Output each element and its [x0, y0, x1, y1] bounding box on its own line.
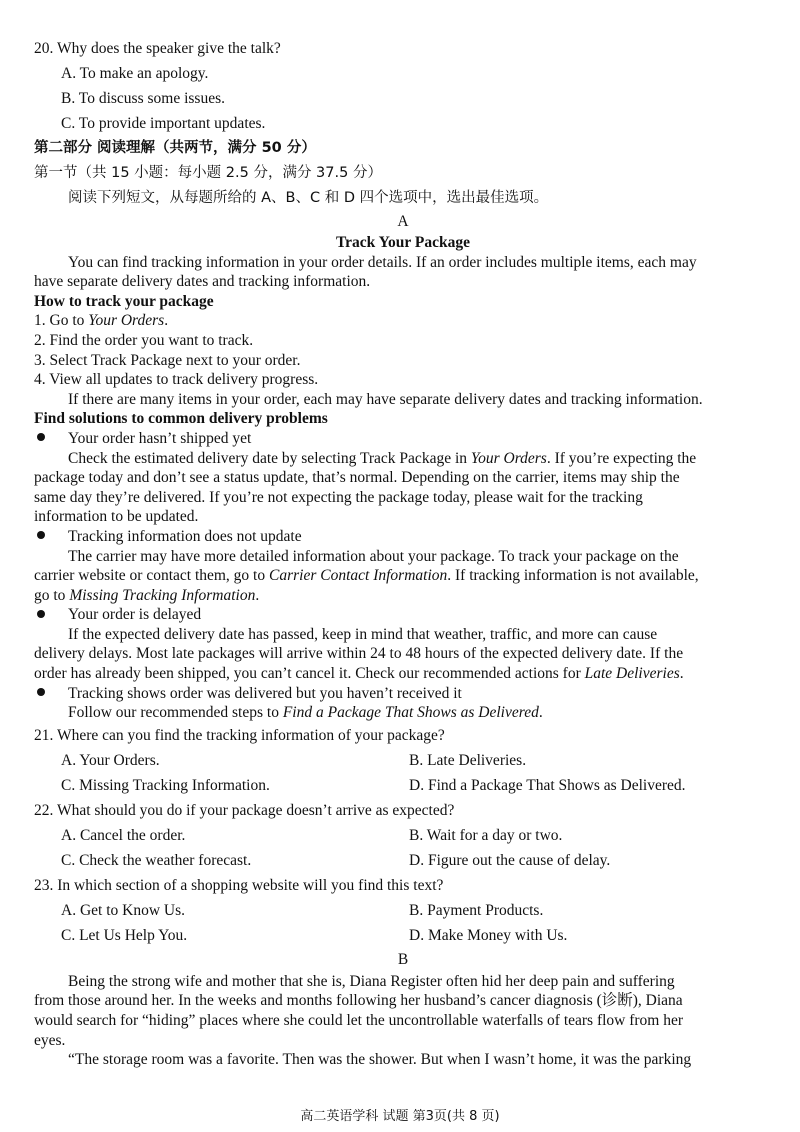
option: A. Your Orders. [61, 751, 160, 769]
passage-b [34, 948, 772, 1070]
question-text: 20. Why does the speaker give the talk? [34, 40, 281, 57]
question-text: 21. Where can you find the tracking information of your package? [34, 726, 445, 744]
text-line: Being the strong wife and mother that she is, Diana Register often hid her deep pain and suffering [68, 972, 675, 990]
bullet-paragraph [34, 449, 772, 527]
text-line: have separate delivery dates and tracking information. [34, 273, 371, 291]
passage-a [34, 211, 772, 723]
intro-paragraph [34, 253, 772, 292]
bullet-icon [34, 527, 68, 547]
page-footer: 高二英语学科 试题 第3页(共 8 页) [300, 1109, 500, 1124]
text-line: go to Missing Tracking Information. [34, 586, 260, 604]
option: C. Missing Tracking Information. [61, 776, 270, 794]
question-text: 23. In which section of a shopping website will you find this text? [34, 876, 444, 894]
option: C. Let Us Help You. [61, 926, 188, 944]
paragraph [34, 972, 772, 1050]
bullet-paragraph [34, 625, 772, 684]
question-22 [34, 798, 772, 873]
option: B. Payment Products. [409, 901, 544, 919]
solutions-heading: Find solutions to common delivery problems [34, 410, 328, 428]
bullet-item: Your order is delayed [34, 605, 772, 625]
option: A. Get to Know Us. [61, 901, 185, 919]
option: A. Cancel the order. [61, 826, 186, 844]
step-item: 3. Select Track Package next to your order. [34, 351, 301, 369]
option: D. Find a Package That Shows as Delivered. [409, 776, 686, 794]
option: B. Wait for a day or two. [409, 826, 563, 844]
text-line: eyes. [34, 1031, 66, 1049]
passage-letter: A [397, 213, 409, 230]
exam-page [34, 36, 772, 1070]
option: C. Check the weather forecast. [61, 851, 252, 869]
bullet-paragraph [34, 703, 772, 723]
option: D. Figure out the cause of delay. [409, 851, 611, 869]
text-line: delivery delays. Most late packages will arrive within 24 to 48 hours of the expected delivery date. If the [34, 645, 684, 663]
option: A. To make an apology. [61, 65, 209, 82]
bullet-item: Tracking information does not update [34, 527, 772, 547]
section-heading: 第一节（共 15 小题：每小题 2.5 分，满分 37.5 分） [34, 165, 382, 181]
option: D. Make Money with Us. [409, 926, 568, 944]
question-23 [34, 873, 772, 948]
text-line: The carrier may have more detailed information about your package. To track your package on the [68, 547, 679, 565]
step-item: 4. View all updates to track delivery progress. [34, 371, 319, 389]
passage-letter: B [397, 950, 409, 968]
bullet-paragraph [34, 547, 772, 606]
text-line: If the expected delivery date has passed, keep in mind that weather, traffic, and more can cause [68, 625, 658, 643]
bullet-item: Tracking shows order was delivered but you haven’t received it [34, 684, 772, 704]
bullet-item: Your order hasn’t shipped yet [34, 429, 772, 449]
text-line: carrier website or contact them, go to Carrier Contact Information. If tracking information is not available, [34, 567, 699, 585]
option: C. To provide important updates. [61, 115, 266, 132]
part-heading: 第二部分 阅读理解（共两节，满分 50 分） [34, 140, 316, 156]
step-item: 1. Go to Your Orders. [34, 312, 169, 330]
passage-title: Track Your Package [335, 234, 471, 251]
text-line: would search for “hiding” places where she could let the uncontrollable waterfalls of tears flow from her [34, 1012, 684, 1030]
text-line: information to be updated. [34, 508, 199, 526]
paragraph [34, 1050, 772, 1070]
text-line: order has already been shipped, you can’t cancel it. Check our recommended actions for Late Deliveries. [34, 665, 684, 683]
text-line: from those around her. In the weeks and months following her husband’s cancer diagnosis (诊断), Diana [34, 992, 683, 1010]
step-item: 2. Find the order you want to track. [34, 331, 254, 349]
option: B. To discuss some issues. [61, 90, 225, 107]
bullet-icon [34, 429, 68, 449]
text-line: Follow our recommended steps to Find a Package That Shows as Delivered. [68, 704, 543, 722]
question-text: 22. What should you do if your package doesn’t arrive as expected? [34, 801, 455, 819]
text-line: same day they’re delivered. If you’re not expecting the package today, please wait for the tracking [34, 488, 643, 506]
bullet-icon [34, 684, 68, 704]
instructions: 阅读下列短文，从每题所给的 A、B、C 和 D 四个选项中，选出最佳选项。 [68, 190, 549, 206]
text-line: “The storage room was a favorite. Then was the shower. But when I wasn’t home, it was the parking [68, 1051, 692, 1069]
question-20 [34, 36, 772, 136]
question-21 [34, 723, 772, 798]
bullet-icon [34, 605, 68, 625]
text-line: Check the estimated delivery date by selecting Track Package in Your Orders. If you’re expecting the [68, 449, 697, 467]
text-line: package today and don’t see a status update, that’s normal. Depending on the carrier, items may ship the [34, 469, 680, 487]
steps-note: If there are many items in your order, each may have separate delivery dates and tracking information. [68, 390, 703, 408]
option: B. Late Deliveries. [409, 751, 527, 769]
how-to-heading: How to track your package [34, 292, 214, 310]
text-line: You can find tracking information in your order details. If an order includes multiple items, each may [68, 253, 697, 271]
